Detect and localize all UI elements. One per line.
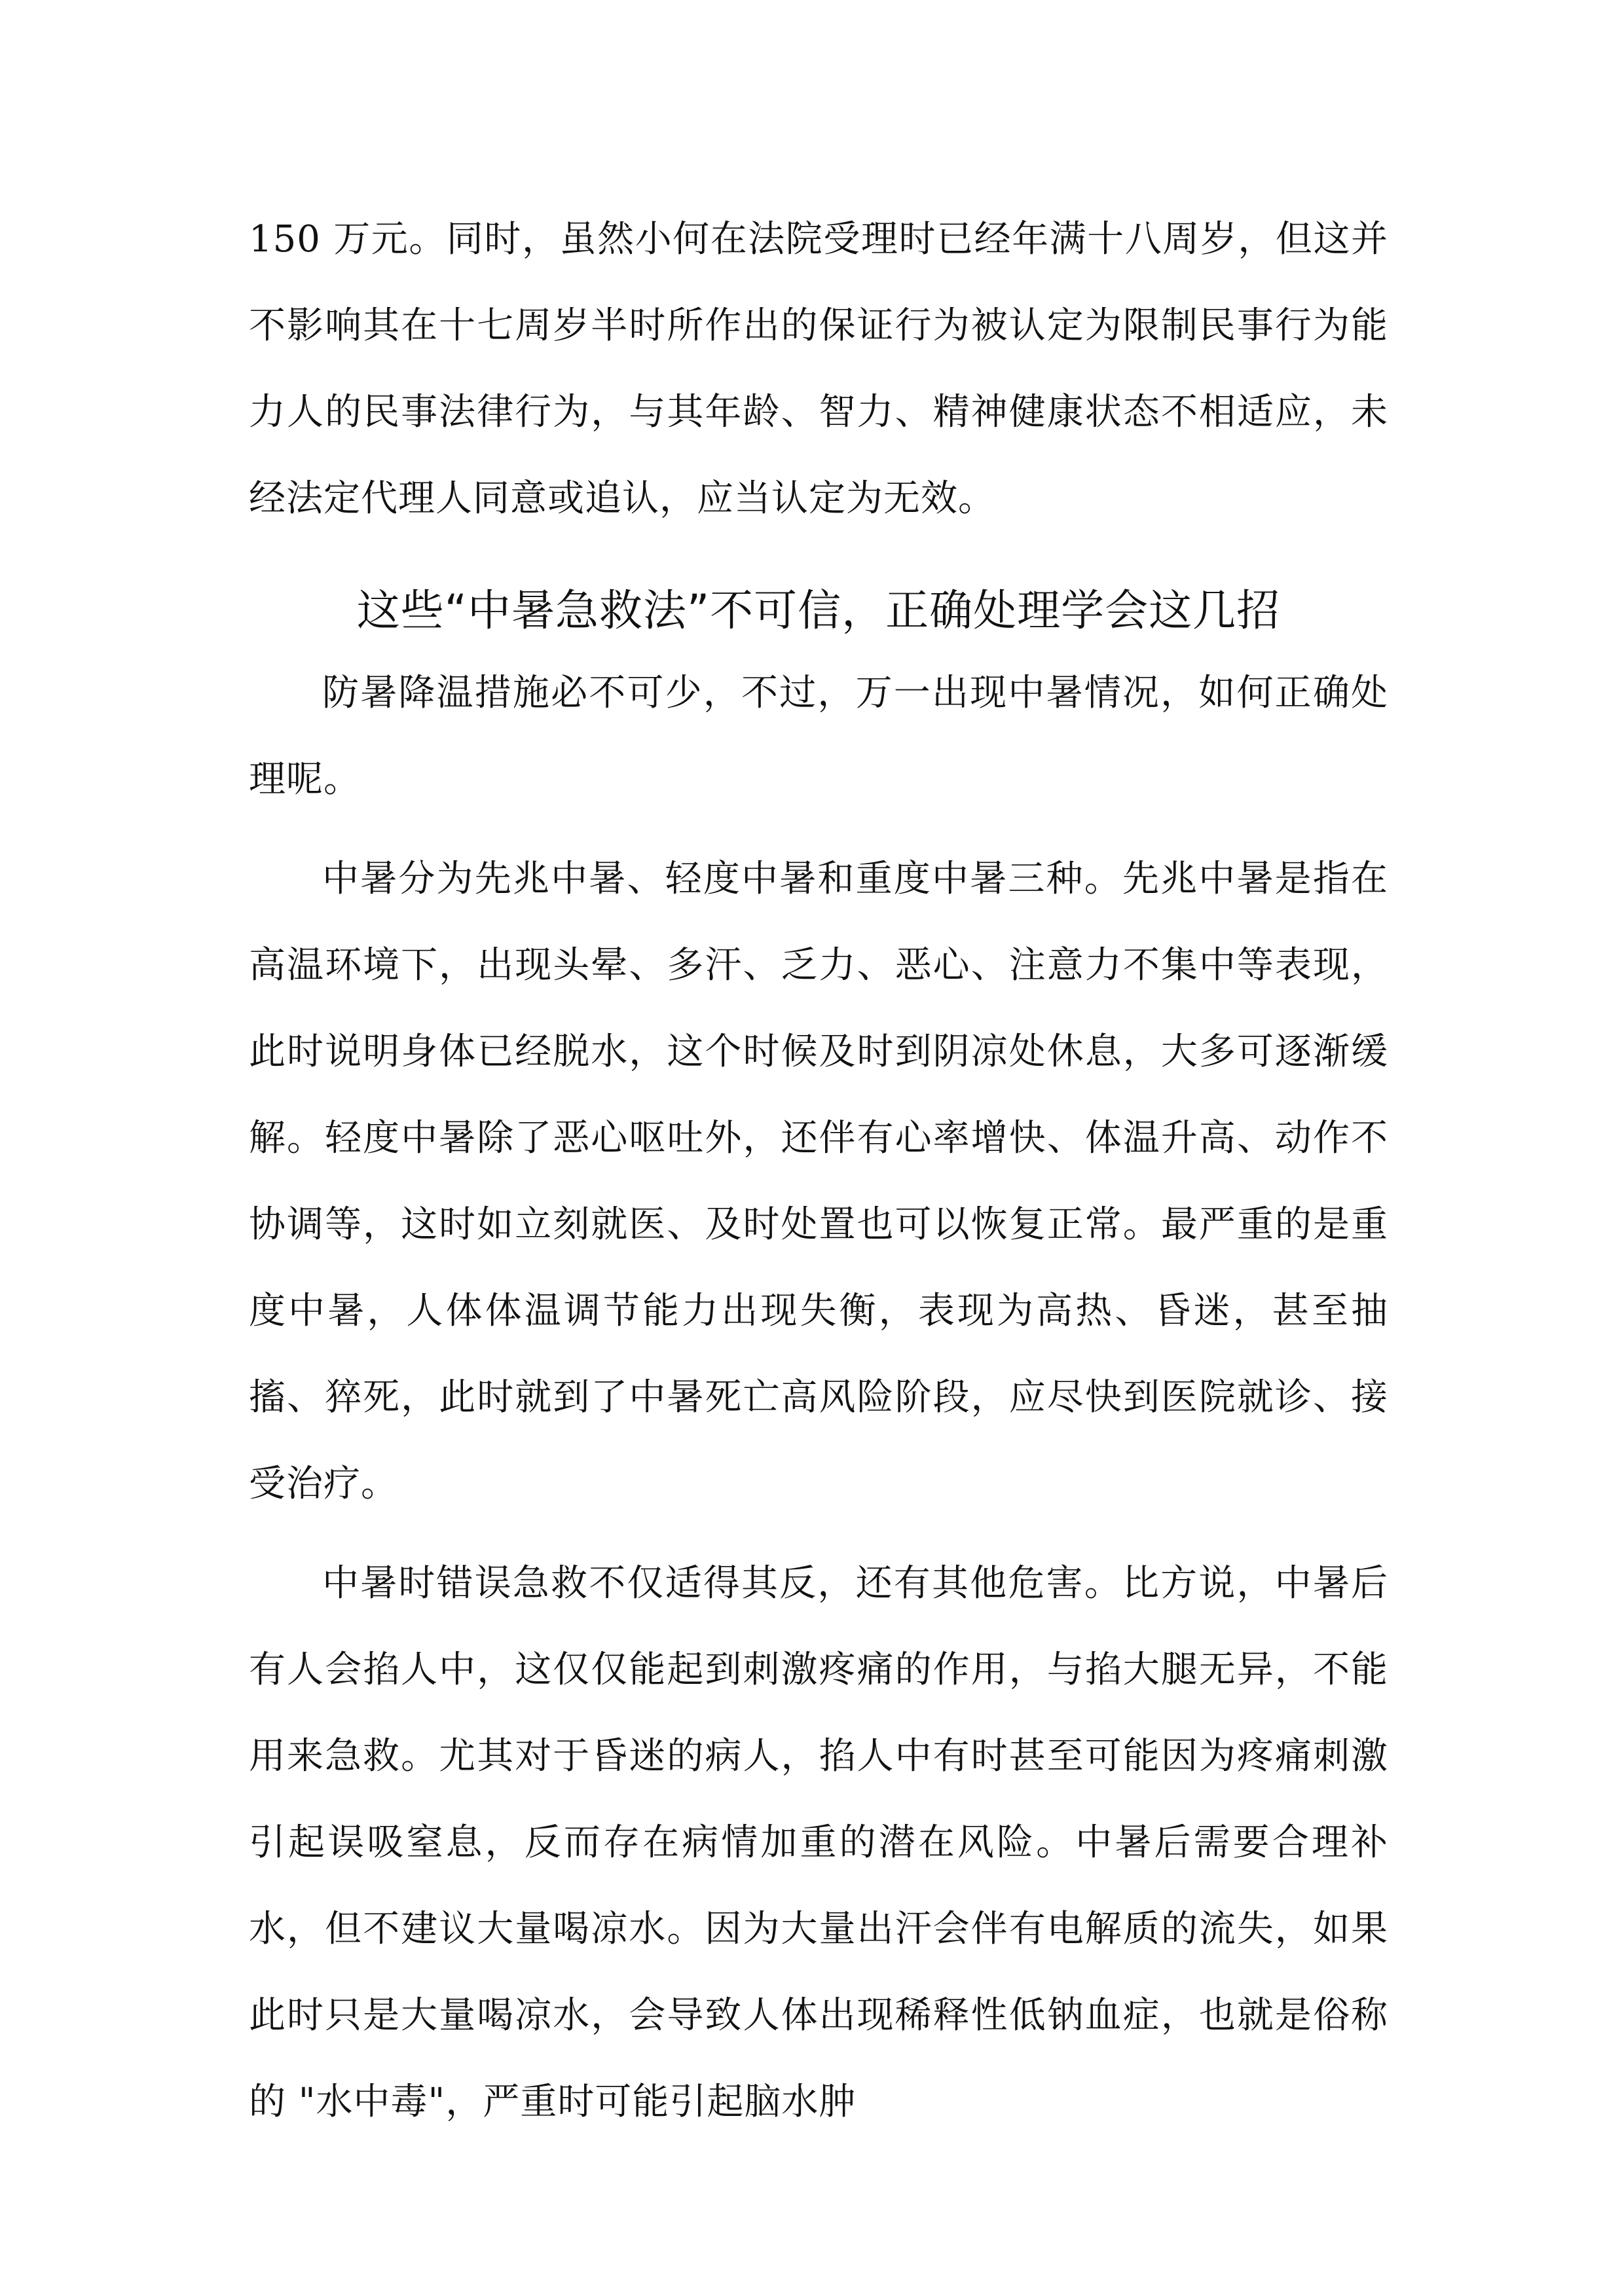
spacer — [249, 1527, 1388, 1540]
article-paragraph-2: 中暑分为先兆中暑、轻度中暑和重度中暑三种。先兆中暑是指在高温环境下，出现头晕、多汗、乏力、恶心、注意力不集中等表现，此时说明身体已经脱水，这个时候及时到阴凉处休息，大多可逐渐缓解。轻度中暑除了恶心呕吐外，还伴有心率增快、体温升高、动作不协调等，这时如立刻就医、及时处置也可以恢复正常。最严重的是重度中暑，人体体温调节能力出现失衡，表现为高热、昏迷，甚至抽搐、猝死，此时就到了中暑死亡高风险阶段，应尽快到医院就诊、接受治疗。 — [249, 858, 1388, 1505]
article-title: 这些“中暑急救法”不可信，正确处理学会这几招 — [356, 585, 1281, 636]
spacer — [249, 823, 1388, 836]
article-paragraph-1: 防暑降温措施必不可少，不过，万一出现中暑情况，如何正确处理呢。 — [249, 672, 1388, 801]
document-page — [249, 196, 1388, 2145]
continued-paragraph: 150 万元。同时，虽然小何在法院受理时已经年满十八周岁，但这并不影响其在十七周岁半时所作出的保证行为被认定为限制民事行为能力人的民事法律行为，与其年龄、智力、精神健康状态不相适应，未经法定代理人同意或追认，应当认定为无效。 — [249, 218, 1388, 520]
spacer — [249, 542, 1388, 572]
article-paragraph-3: 中暑时错误急救不仅适得其反，还有其他危害。比方说，中暑后有人会掐人中，这仅仅能起到刺激疼痛的作用，与掐大腿无异，不能用来急救。尤其对于昏迷的病人，掐人中有时甚至可能因为疼痛刺激引起误吸窒息，反而存在病情加重的潜在风险。中暑后需要合理补水，但不建议大量喝凉水。因为大量出汗会伴有电解质的流失，如果此时只是大量喝凉水，会导致人体出现稀释性低钠血症，也就是俗称的 "水中毒"，严重时可能引起脑水肿 — [249, 1562, 1388, 2123]
